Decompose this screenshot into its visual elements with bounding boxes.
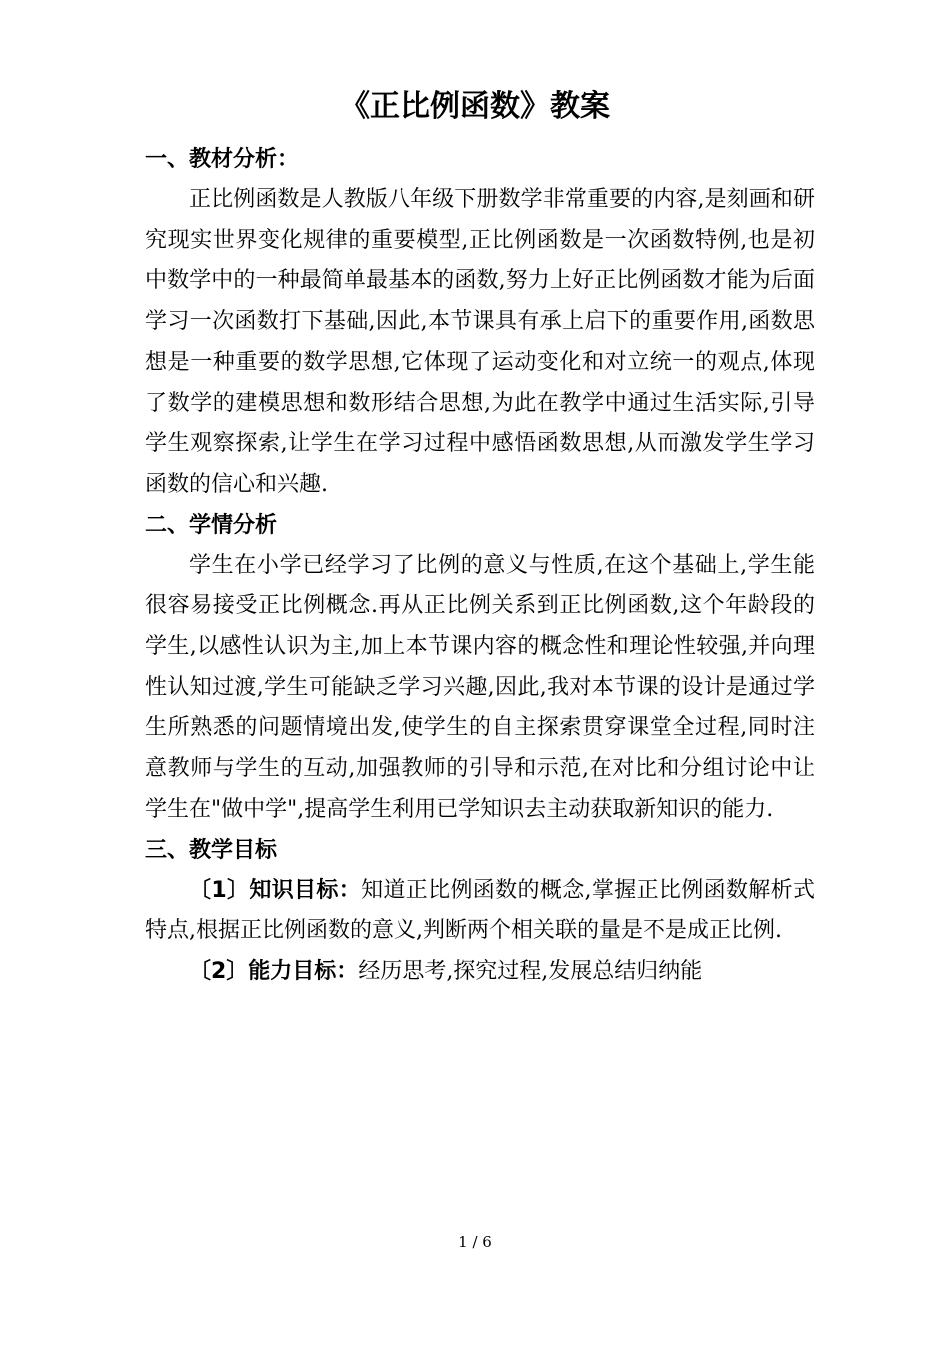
page-number: 1 / 6 (458, 1233, 492, 1251)
section-paragraph: 学生在小学已经学习了比例的意义与性质,在这个基础上,学生能很容易接受正比例概念.再从正比例关系到正比例函数,这个年龄段的学生,以感性认识为主,加上本节课内容的概念性和理论性较强,并向理性认知过渡,学生可能缺乏学习兴趣,因此,我对本节课的设计是通过学生所熟悉的问题情境出发,使学生的自主探索贯穿课堂全过程,同时注意教师与学生的互动,加强教师的引导和示范,在对比和分组讨论中让学生在"做中学",提高学生利用已学知识去主动获取新知识的能力. (145, 552, 815, 822)
goal-item-label: 〔2〕能力目标： (189, 958, 359, 984)
goal-item-ability (145, 952, 815, 993)
section-student-analysis (145, 506, 815, 831)
goal-item-text: 经历思考,探究过程,发展总结归纳能 (358, 958, 703, 984)
section-heading: 二、学情分析 (145, 512, 278, 538)
section-teaching-goals (145, 831, 815, 993)
section-paragraph: 正比例函数是人教版八年级下册数学非常重要的内容,是刻画和研究现实世界变化规律的重要模型,正比例函数是一次函数特例,也是初中数学中的一种最简单最基本的函数,努力上好正比例函数才能为后面学习一次函数打下基础,因此,本节课具有承上启下的重要作用,函数思想是一种重要的数学思想,它体现了运动变化和对立统一的观点,体现了数学的建模思想和数形结合思想,为此在教学中通过生活实际,引导学生观察探索,让学生在学习过程中感悟函数思想,从而激发学生学习函数的信心和兴趣. (145, 187, 815, 497)
goal-item-text: 知道正比例函数的概念,掌握正比例函数解析式特点,根据正比例函数的意义,判断两个相关联的量是不是成正比例. (145, 877, 815, 944)
document-title: 《正比例函数》教案 (340, 89, 610, 124)
goal-item-label: 〔1〕知识目标： (189, 877, 362, 903)
section-heading: 三、教学目标 (145, 837, 278, 863)
document-body (145, 140, 815, 993)
goal-item-knowledge (145, 871, 815, 952)
section-textbook-analysis (145, 140, 815, 506)
section-heading: 一、教材分析： (145, 147, 300, 172)
